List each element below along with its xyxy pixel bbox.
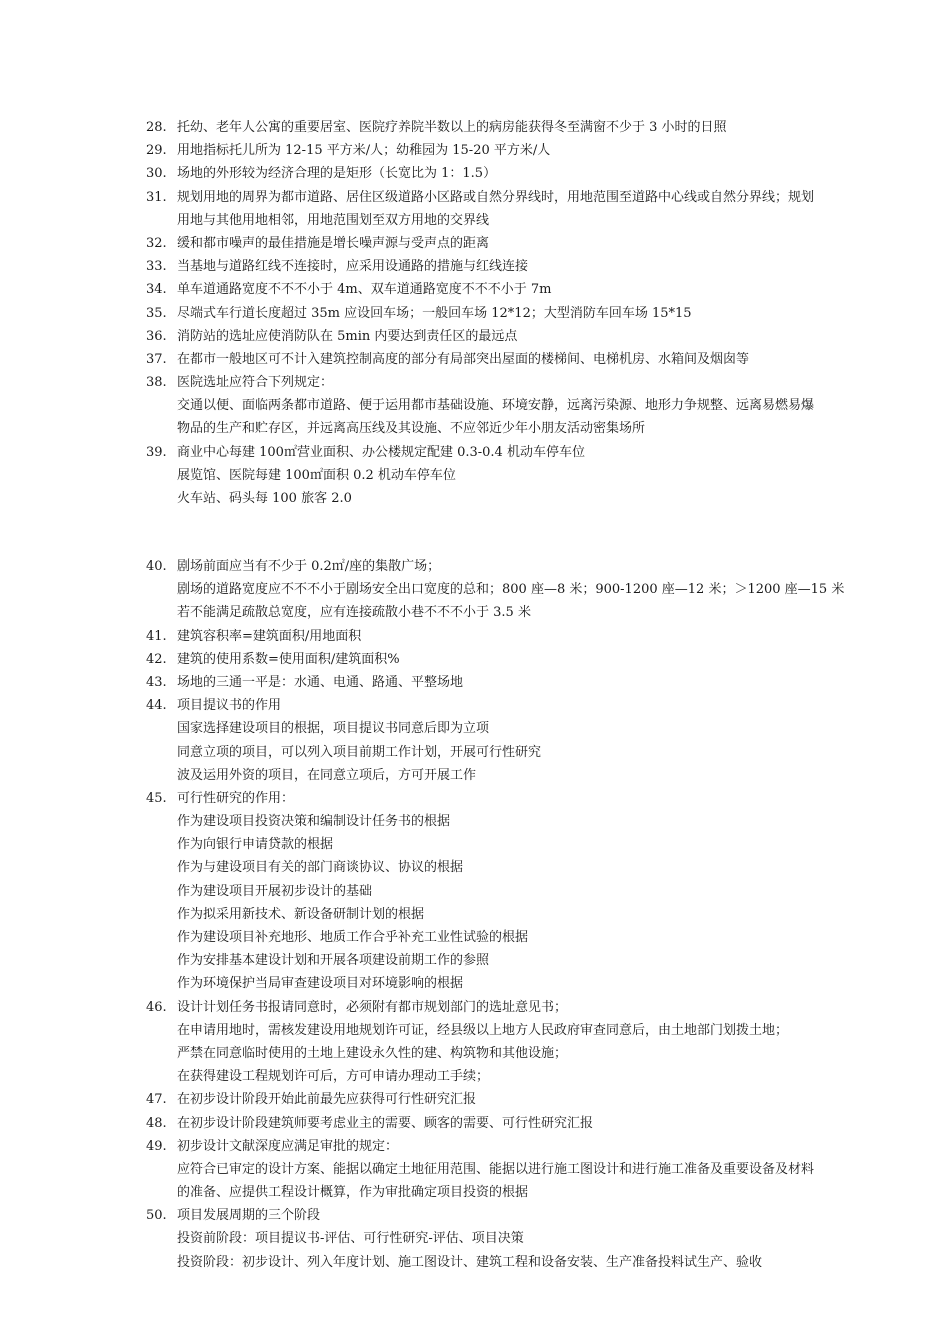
- item-number: 42.: [146, 651, 167, 667]
- item-text: 作为安排基本建设计划和开展各项建设前期工作的参照: [177, 953, 490, 969]
- item-number: 41.: [146, 628, 167, 644]
- item-number: 48.: [146, 1115, 167, 1131]
- item-number: 37.: [146, 351, 167, 367]
- item-number: 50.: [146, 1208, 167, 1224]
- list-item: [0, 996, 950, 1019]
- item-number: 34.: [146, 282, 167, 298]
- list-item: [0, 325, 950, 348]
- list-item: [0, 139, 950, 162]
- item-text: 在都市一般地区可不计入建筑控制高度的部分有局部突出屋面的楼梯间、电梯机房、水箱间及烟囱等: [177, 351, 750, 367]
- list-item-continuation: [0, 764, 950, 787]
- list-item: [0, 232, 950, 255]
- list-item-continuation: [0, 880, 950, 903]
- list-item-continuation: [0, 1158, 950, 1181]
- list-item: [0, 694, 950, 717]
- item-text: 严禁在同意临时使用的土地上建设永久性的建、构筑物和其他设施；: [177, 1045, 568, 1061]
- item-number: 35.: [146, 305, 167, 321]
- item-number: 29.: [146, 143, 167, 159]
- item-number: 44.: [146, 698, 167, 714]
- list-item-continuation: [0, 926, 950, 949]
- item-text: 缓和都市噪声的最佳措施是增长噪声源与受声点的距离: [177, 235, 490, 251]
- item-text: 作为建设项目补充地形、地质工作合乎补充工业性试验的根据: [177, 930, 529, 945]
- item-text: 场地的三通一平是：水通、电通、路通、平整场地: [177, 674, 464, 690]
- item-text: 建筑的使用系数=使用面积/建筑面积%: [177, 651, 400, 667]
- list-item-continuation: [0, 972, 950, 995]
- item-number: 38.: [146, 375, 167, 391]
- list-item-continuation: [0, 417, 950, 440]
- list-item-continuation: [0, 1065, 950, 1088]
- item-text: 波及运用外资的项目，在同意立项后，方可开展工作: [177, 767, 477, 783]
- notes-list-part-1: [0, 116, 950, 510]
- list-item: [0, 441, 950, 464]
- item-number: 36.: [146, 328, 167, 344]
- item-text: 在初步设计阶段开始此前最先应获得可行性研究汇报: [177, 1092, 477, 1108]
- list-item-continuation: [0, 1251, 950, 1274]
- item-number: 31.: [146, 189, 167, 205]
- list-item-continuation: [0, 394, 950, 417]
- list-item: [0, 278, 950, 301]
- list-item-continuation: [0, 487, 950, 510]
- item-text: 用地指标托儿所为 12-15 平方米/人；幼稚园为 15-20 平方米/人: [177, 143, 551, 159]
- item-text: 交通以便、面临两条都市道路、便于运用都市基础设施、环境安静，远离污染源、地形力争规整、远离易燃易爆: [177, 398, 815, 414]
- list-item: [0, 116, 950, 139]
- item-text: 的准备、应提供工程设计概算，作为审批确定项目投资的根据: [177, 1185, 529, 1201]
- list-item: [0, 371, 950, 394]
- item-text: 作为建设项目投资决策和编制设计任务书的根据: [177, 814, 451, 830]
- list-item-continuation: [0, 578, 950, 601]
- item-number: 43.: [146, 674, 167, 690]
- item-text: 若不能满足疏散总宽度，应有连接疏散小巷不不不小于 3.5 米: [177, 605, 531, 621]
- list-item: [0, 648, 950, 671]
- list-item: [0, 625, 950, 648]
- item-text: 在获得建设工程规划许可后，方可申请办理动工手续；: [177, 1069, 490, 1085]
- list-item: [0, 1088, 950, 1111]
- item-text: 剧场前面应当有不少于 0.2㎡/座的集散广场；: [177, 559, 441, 574]
- list-item: [0, 1204, 950, 1227]
- item-text: 投资阶段：初步设计、列入年度计划、施工图设计、建筑工程和设备安装、生产准备投料试生产、验收: [177, 1254, 763, 1270]
- item-number: 46.: [146, 999, 167, 1015]
- list-item-continuation: [0, 717, 950, 740]
- list-item: [0, 787, 950, 810]
- item-text: 初步设计文献深度应满足审批的规定：: [177, 1138, 399, 1154]
- list-item: [0, 1135, 950, 1158]
- item-number: 49.: [146, 1138, 167, 1154]
- item-text: 作为向银行申请贷款的根据: [177, 837, 334, 853]
- list-item: [0, 302, 950, 325]
- item-number: 30.: [146, 166, 167, 182]
- item-text: 作为环境保护当局审查建设项目对环境影响的根据: [177, 976, 464, 992]
- item-text: 建筑容积率=建筑面积/用地面积: [177, 628, 362, 644]
- item-text: 作为拟采用新技术、新设备研制计划的根据: [177, 906, 425, 922]
- item-text: 医院选址应符合下列规定：: [177, 375, 334, 391]
- list-item: [0, 1112, 950, 1135]
- item-text: 场地的外形较为经济合理的是矩形（长宽比为 1：1.5）: [177, 166, 497, 182]
- list-item-continuation: [0, 856, 950, 879]
- item-text: 项目发展周期的三个阶段: [177, 1208, 321, 1224]
- item-text: 物品的生产和贮存区，并远离高压线及其设施、不应邻近少年小朋友活动密集场所: [177, 421, 646, 437]
- list-item-continuation: [0, 949, 950, 972]
- list-item-continuation: [0, 1227, 950, 1250]
- item-number: 28.: [146, 120, 167, 135]
- item-text: 在初步设计阶段建筑师要考虑业主的需要、顾客的需要、可行性研究汇报: [177, 1115, 594, 1131]
- item-text: 可行性研究的作用：: [177, 790, 295, 806]
- list-item-continuation: [0, 810, 950, 833]
- notes-list-part-2: [0, 555, 950, 1274]
- item-text: 消防站的选址应使消防队在 5min 内要达到责任区的最远点: [177, 328, 518, 344]
- item-number: 40.: [146, 559, 167, 574]
- list-item: [0, 348, 950, 371]
- list-item: [0, 255, 950, 278]
- list-item-continuation: [0, 464, 950, 487]
- item-text: 在申请用地时，需核发建设用地规划许可证，经县级以上地方人民政府审查同意后，由土地部门划拨土地；: [177, 1022, 789, 1038]
- list-item-continuation: [0, 1181, 950, 1204]
- list-item: [0, 186, 950, 209]
- item-text: 用地与其他用地相邻，用地范围划至双方用地的交界线: [177, 212, 490, 228]
- item-number: 33.: [146, 259, 167, 275]
- item-text: 国家选择建设项目的根据，项目提议书同意后即为立项: [177, 721, 490, 737]
- item-text: 投资前阶段：项目提议书-评估、可行性研究-评估、项目决策: [177, 1231, 524, 1247]
- list-item-continuation: [0, 209, 950, 232]
- item-text: 剧场的道路宽度应不不不小于剧场安全出口宽度的总和；800 座—8 米；900-1200 座—12 米；＞1200 座—15 米: [177, 582, 845, 598]
- item-text: 设计计划任务书报请同意时，必须附有都市规划部门的选址意见书；: [177, 999, 568, 1015]
- list-item: [0, 162, 950, 185]
- item-text: 尽端式车行道长度超过 35m 应设回车场；一般回车场 12*12；大型消防车回车场 15*15: [177, 305, 692, 321]
- item-text: 展览馆、医院每建 100㎡面积 0.2 机动车停车位: [177, 467, 456, 483]
- list-item: [0, 671, 950, 694]
- item-text: 规划用地的周界为都市道路、居住区级道路小区路或自然分界线时，用地范围至道路中心线或自然分界线；规划: [177, 189, 815, 205]
- list-item-continuation: [0, 1042, 950, 1065]
- item-text: 作为与建设项目有关的部门商谈协议、协议的根据: [177, 860, 464, 876]
- item-text: 商业中心每建 100㎡营业面积、办公楼规定配建 0.3-0.4 机动车停车位: [177, 444, 585, 460]
- list-item-continuation: [0, 833, 950, 856]
- item-number: 32.: [146, 235, 167, 251]
- item-text: 应符合已审定的设计方案、能据以确定土地征用范围、能据以进行施工图设计和进行施工准备及重要设备及材料: [177, 1161, 815, 1177]
- item-number: 47.: [146, 1092, 167, 1108]
- item-text: 单车道通路宽度不不不小于 4m、双车道通路宽度不不不小于 7m: [177, 282, 552, 298]
- item-text: 项目提议书的作用: [177, 698, 282, 714]
- list-item: [0, 555, 950, 578]
- item-text: 托幼、老年人公寓的重要居室、医院疗养院半数以上的病房能获得冬至满窗不少于 3 小时的日照: [177, 120, 727, 135]
- list-item-continuation: [0, 903, 950, 926]
- item-text: 火车站、码头每 100 旅客 2.0: [177, 491, 352, 506]
- item-number: 39.: [146, 444, 167, 460]
- item-number: 45.: [146, 790, 167, 806]
- list-item-continuation: [0, 601, 950, 624]
- list-item-continuation: [0, 741, 950, 764]
- item-text: 当基地与道路红线不连接时，应采用设通路的措施与红线连接: [177, 259, 529, 275]
- item-text: 同意立项的项目，可以列入项目前期工作计划，开展可行性研究: [177, 744, 542, 760]
- item-text: 作为建设项目开展初步设计的基础: [177, 883, 373, 899]
- list-item-continuation: [0, 1019, 950, 1042]
